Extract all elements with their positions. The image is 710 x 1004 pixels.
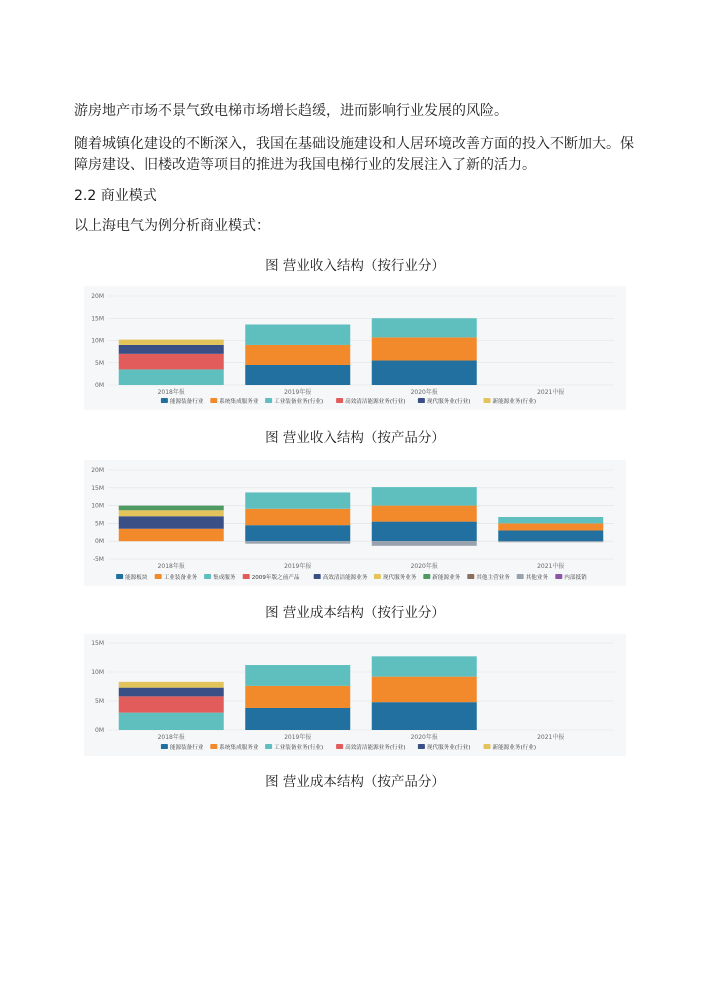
legend-label[interactable]: 能源装备行业 [169, 399, 204, 405]
legend-label[interactable]: 工业装备业务(行业) [274, 399, 324, 405]
bar-segment[interactable] [245, 525, 350, 541]
bar-segment[interactable] [498, 531, 603, 542]
x-tick-label: 2021中报 [537, 389, 565, 396]
chart-cost-by-industry [84, 634, 626, 756]
y-tick-label: 15M [91, 315, 104, 323]
legend-label[interactable]: 系统集成服务业 [219, 399, 259, 405]
legend-swatch[interactable] [484, 398, 491, 403]
legend-swatch[interactable] [116, 574, 123, 579]
legend-label[interactable]: 其他业务 [525, 575, 549, 581]
legend-label[interactable]: 2009年版之前产品 [251, 575, 300, 581]
x-tick-label: 2020年报 [410, 563, 438, 570]
legend-swatch[interactable] [204, 574, 211, 579]
legend-swatch[interactable] [265, 744, 272, 749]
legend-swatch[interactable] [484, 744, 491, 749]
bar-segment[interactable] [119, 516, 224, 528]
y-tick-label: 10M [91, 502, 104, 510]
bar-segment[interactable] [119, 529, 224, 541]
bar-segment[interactable] [372, 541, 477, 546]
bar-segment[interactable] [245, 541, 350, 543]
y-tick-label: -5M [92, 556, 104, 563]
y-tick-label: 5M [95, 698, 104, 705]
bar-segment[interactable] [372, 522, 477, 542]
legend-label[interactable]: 新能源业务(行业) [492, 745, 537, 751]
legend-label[interactable]: 工业装备业务(行业) [274, 745, 324, 751]
bar-segment[interactable] [498, 541, 603, 542]
bar-segment[interactable] [372, 677, 477, 703]
x-tick-label: 2019年报 [284, 389, 312, 396]
y-tick-label: 0M [95, 727, 104, 734]
bar-segment[interactable] [119, 510, 224, 516]
legend-swatch[interactable] [210, 398, 217, 403]
y-tick-label: 5M [95, 359, 104, 367]
y-tick-label: 15M [91, 640, 104, 647]
legend-label[interactable]: 工业装备业务 [163, 575, 198, 581]
y-tick-label: 0M [95, 382, 104, 389]
chart-revenue-by-product [84, 460, 626, 586]
bar-segment[interactable] [372, 506, 477, 522]
legend-label[interactable]: 内部抵销 [564, 575, 587, 581]
legend-label[interactable]: 现代服务业(行业) [426, 399, 471, 405]
legend-swatch[interactable] [555, 574, 562, 579]
caption-cost-by-industry: 图 营业成本结构（按行业分） [265, 605, 445, 621]
bar-segment[interactable] [119, 345, 224, 354]
bar-segment[interactable] [245, 345, 350, 365]
legend-swatch[interactable] [418, 398, 425, 403]
x-tick-label: 2018年报 [157, 563, 185, 570]
y-tick-label: 15M [91, 484, 104, 492]
bar-segment[interactable] [245, 324, 350, 344]
bar-segment[interactable] [119, 340, 224, 345]
legend-label[interactable]: 系统集成服务业 [219, 745, 259, 751]
legend-swatch[interactable] [314, 574, 321, 579]
y-tick-label: 10M [91, 337, 104, 345]
x-tick-label: 2018年报 [157, 389, 185, 396]
x-tick-label: 2018年报 [157, 734, 185, 741]
x-tick-label: 2019年报 [284, 734, 312, 741]
legend-swatch[interactable] [161, 398, 168, 403]
chart-svg-cost-by-industry [84, 634, 626, 756]
legend-label[interactable]: 能源装备行业 [169, 745, 204, 751]
chart-revenue-by-industry [84, 286, 626, 410]
legend-label[interactable]: 新能源业务 [432, 575, 461, 581]
bar-segment[interactable] [372, 337, 477, 360]
bar-segment[interactable] [372, 361, 477, 385]
y-tick-label: 10M [91, 669, 104, 676]
legend-label[interactable]: 能源板块 [125, 575, 148, 581]
legend-label[interactable]: 高效清洁能源业务(行业) [345, 399, 406, 405]
legend-label[interactable]: 集成服务 [213, 575, 236, 581]
legend-label[interactable]: 新能源业务(行业) [492, 399, 537, 405]
legend-swatch[interactable] [423, 574, 430, 579]
y-tick-label: 5M [95, 520, 104, 528]
bar-segment[interactable] [245, 665, 350, 686]
section-heading: 2.2 商业模式 [74, 188, 157, 204]
bar-segment[interactable] [245, 686, 350, 708]
legend-swatch[interactable] [336, 744, 343, 749]
legend-label[interactable]: 高效清洁能源业务 [322, 575, 368, 581]
caption-revenue-by-industry: 图 营业收入结构（按行业分） [265, 258, 445, 274]
bar-segment[interactable] [119, 688, 224, 697]
bar-segment[interactable] [498, 517, 603, 523]
chart-svg-revenue-by-industry [84, 286, 626, 410]
legend-swatch[interactable] [336, 398, 343, 403]
bar-segment[interactable] [119, 369, 224, 385]
caption-cost-by-product: 图 营业成本结构（按产品分） [265, 774, 445, 790]
bar-segment[interactable] [372, 487, 477, 506]
bar-segment[interactable] [119, 354, 224, 370]
legend-label[interactable]: 现代服务业务 [382, 575, 417, 581]
x-tick-label: 2021中报 [537, 563, 565, 570]
bar-segment[interactable] [245, 492, 350, 508]
legend-swatch[interactable] [517, 574, 524, 579]
caption-revenue-by-product: 图 营业收入结构（按产品分） [265, 430, 445, 446]
bar-segment[interactable] [245, 365, 350, 385]
bar-segment[interactable] [372, 318, 477, 337]
bar-segment[interactable] [119, 506, 224, 511]
x-tick-label: 2020年报 [410, 389, 438, 396]
x-tick-label: 2021中报 [537, 734, 565, 741]
section-intro: 以上海电气为例分析商业模式： [74, 218, 270, 234]
bar-segment[interactable] [119, 682, 224, 688]
legend-label[interactable]: 现代服务业(行业) [426, 745, 471, 751]
legend-swatch[interactable] [210, 744, 217, 749]
x-tick-label: 2020年报 [410, 734, 438, 741]
legend-swatch[interactable] [467, 574, 474, 579]
y-tick-label: 20M [91, 467, 104, 474]
paragraph-1: 游房地产市场不景气致电梯市场增长趋缓，进而影响行业发展的风险。 [74, 103, 508, 119]
bar-segment[interactable] [245, 509, 350, 525]
legend-label[interactable]: 其他主营业务 [476, 575, 510, 581]
bar-segment[interactable] [119, 713, 224, 730]
y-tick-label: 0M [95, 538, 104, 546]
legend-swatch[interactable] [161, 744, 168, 749]
y-tick-label: 20M [91, 293, 104, 300]
paragraph-2: 随着城镇化建设的不断深入，我国在基础设施建设和人居环境改善方面的投入不断加大。保障房建设、旧楼改造等项目的推进为我国电梯行业的发展注入了新的活力。 [74, 136, 634, 173]
bar-segment[interactable] [372, 656, 477, 676]
bar-segment[interactable] [119, 696, 224, 712]
legend-label[interactable]: 高效清洁能源业务(行业) [345, 745, 406, 751]
legend-swatch[interactable] [374, 574, 381, 579]
chart-svg-revenue-by-product [84, 460, 626, 586]
legend-swatch[interactable] [243, 574, 250, 579]
legend-swatch[interactable] [155, 574, 162, 579]
bar-segment[interactable] [498, 523, 603, 530]
bar-segment[interactable] [245, 708, 350, 730]
x-tick-label: 2019年报 [284, 563, 312, 570]
legend-swatch[interactable] [265, 398, 272, 403]
legend-swatch[interactable] [418, 744, 425, 749]
bar-segment[interactable] [372, 702, 477, 730]
